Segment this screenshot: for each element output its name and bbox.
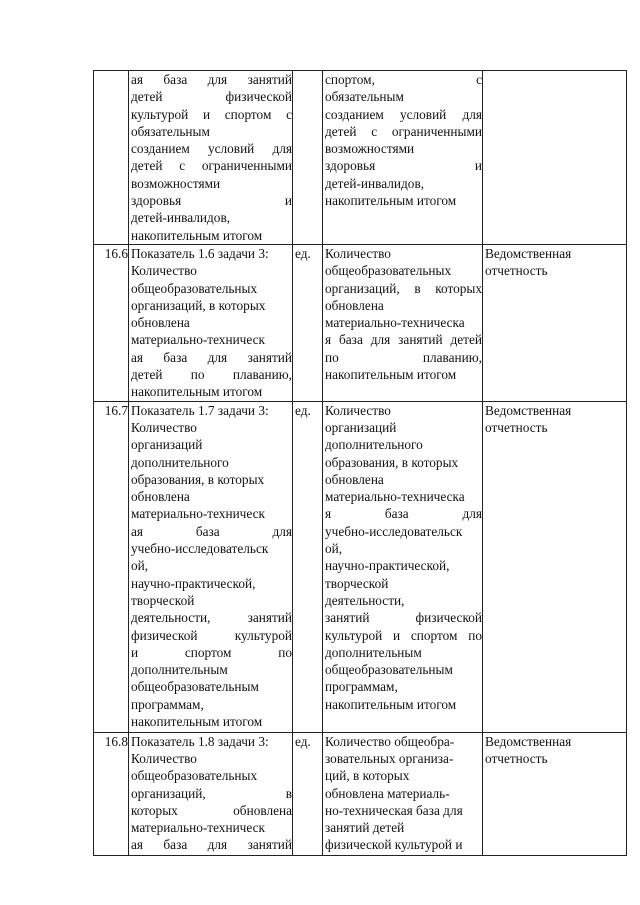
text-line: образования, в которых — [131, 471, 265, 487]
text-line: организаций, в которых — [325, 280, 482, 296]
indicator-cell — [129, 71, 293, 245]
text-line: накопительным итогом — [325, 193, 457, 209]
text-line: учебно-исследовательск — [325, 523, 463, 539]
text-line: возможностями — [325, 141, 415, 157]
unit-cell — [293, 71, 323, 245]
text-line: Показатель 1.7 задачи 3: — [131, 402, 269, 418]
text-line: научно-практической, — [325, 558, 450, 574]
text-line: созданием условий для — [325, 106, 482, 122]
text-line: ая база для — [131, 523, 292, 539]
text-line: организаций — [131, 437, 203, 453]
text-line: дополнительным — [131, 662, 228, 678]
text-line: ая база для занятий — [131, 349, 292, 365]
text-line: Количество — [325, 402, 391, 418]
text-line: культурой и спортом по — [325, 627, 482, 643]
text-line: Количество — [131, 419, 197, 435]
text-line: Количество общеобра- — [325, 733, 455, 749]
text-line: общеобразовательных — [131, 768, 258, 784]
text-line: обновлена — [325, 471, 384, 487]
text-line: общеобразовательным — [325, 662, 453, 678]
text-line: физической культурой и — [325, 837, 463, 853]
text-line: Показатель 1.6 задачи 3: — [131, 246, 269, 261]
text-line: созданием условий для — [131, 141, 292, 157]
text-line: культурой и спортом с — [131, 106, 292, 122]
source-cell — [483, 401, 627, 732]
text-line: деятельности, занятий — [131, 610, 292, 626]
description-cell — [323, 71, 483, 245]
text-line: накопительным итогом — [131, 714, 263, 730]
text-line: накопительным итогом — [131, 227, 263, 243]
text-line: Показатель 1.8 задачи 3: — [131, 733, 269, 749]
text-line: обязательным — [131, 123, 210, 139]
text-line: накопительным итогом — [131, 384, 263, 400]
text-line: учебно-исследовательск — [131, 541, 269, 557]
text-line: детей с ограниченными — [325, 123, 482, 139]
text-line: накопительным итогом — [325, 367, 457, 383]
text-line: детей-инвалидов, — [325, 175, 425, 191]
text-line: ой, — [131, 558, 149, 574]
text-line: организаций, в которых — [131, 297, 266, 313]
unit-cell: ед. — [293, 245, 323, 402]
text-line: обязательным — [325, 89, 404, 105]
text-line: отчетность — [485, 750, 548, 766]
text-line: но-техническая база для — [325, 802, 463, 818]
text-line: материально-техническ — [131, 820, 265, 836]
text-line: возможностями — [131, 175, 221, 191]
text-line: научно-практической, — [131, 575, 256, 591]
source-cell — [483, 732, 627, 855]
text-line: я база для — [325, 506, 482, 522]
row-number: 16.7 — [94, 401, 129, 732]
text-line: материально-техническа — [325, 315, 465, 331]
text-line: дополнительным — [325, 644, 422, 660]
source-cell — [483, 71, 627, 245]
text-line: общеобразовательных — [131, 280, 258, 296]
text-line: ций, в которых — [325, 768, 410, 784]
text-line: программам, — [325, 679, 398, 695]
text-line: творческой — [131, 592, 195, 608]
table-row — [94, 401, 627, 732]
table-row — [94, 71, 627, 245]
indicator-cell — [129, 732, 293, 855]
text-line: материально-техническа — [325, 489, 465, 505]
text-line: детей физической — [131, 89, 292, 105]
table-row — [94, 732, 627, 855]
row-number: 16.6 — [94, 245, 129, 402]
text-line: обновлена — [131, 489, 190, 505]
table-row — [94, 245, 627, 402]
text-line: которых обновлена — [131, 802, 292, 818]
text-line: отчетность — [485, 263, 548, 279]
description-cell — [323, 732, 483, 855]
text-line: по плаванию, — [325, 349, 482, 365]
description-cell — [323, 401, 483, 732]
text-line: физической культурой — [131, 627, 292, 643]
unit-cell: ед. — [293, 401, 323, 732]
row-number — [94, 71, 129, 245]
text-line: накопительным итогом — [325, 696, 457, 712]
text-line: спортом, с — [325, 72, 482, 87]
text-line: ая база для занятий — [131, 837, 292, 853]
text-line: программам, — [131, 696, 204, 712]
source-cell — [483, 245, 627, 402]
text-line: Ведомственная — [485, 733, 572, 749]
text-line: материально-техническ — [131, 506, 265, 522]
text-line: Количество — [325, 246, 391, 261]
text-line: детей по плаванию, — [131, 367, 292, 383]
text-line: деятельности, — [325, 592, 405, 608]
text-line: обновлена — [131, 315, 190, 331]
text-line: дополнительного — [131, 454, 229, 470]
text-line: организаций — [325, 419, 397, 435]
text-line: здоровья и — [325, 158, 482, 174]
text-line: обновлена материаль- — [325, 785, 450, 801]
text-line: ой, — [325, 541, 343, 557]
unit-cell: ед. — [293, 732, 323, 855]
row-number: 16.8 — [94, 732, 129, 855]
indicator-cell — [129, 245, 293, 402]
text-line: Ведомственная — [485, 246, 572, 261]
text-line: образования, в которых — [325, 454, 459, 470]
description-cell — [323, 245, 483, 402]
text-line: общеобразовательных — [325, 263, 452, 279]
indicator-cell — [129, 401, 293, 732]
text-line: материально-техническ — [131, 332, 265, 348]
indicators-table — [93, 70, 627, 856]
text-line: я база для занятий детей — [325, 332, 482, 348]
text-line: отчетность — [485, 419, 548, 435]
text-line: Ведомственная — [485, 402, 572, 418]
text-line: здоровья и — [131, 193, 292, 209]
text-line: занятий физической — [325, 610, 482, 626]
text-line: зовательных организа- — [325, 750, 454, 766]
text-line: детей с ограниченными — [131, 158, 292, 174]
text-line: детей-инвалидов, — [131, 210, 231, 226]
text-line: обновлена — [325, 297, 384, 313]
text-line: общеобразовательным — [131, 679, 259, 695]
text-line: творческой — [325, 575, 389, 591]
text-line: и спортом по — [131, 644, 292, 660]
text-line: дополнительного — [325, 437, 423, 453]
text-line: организаций, в — [131, 785, 292, 801]
text-line: Количество — [131, 263, 197, 279]
text-line: занятий детей — [325, 820, 405, 836]
text-line: ая база для занятий — [131, 72, 292, 87]
text-line: Количество — [131, 750, 197, 766]
